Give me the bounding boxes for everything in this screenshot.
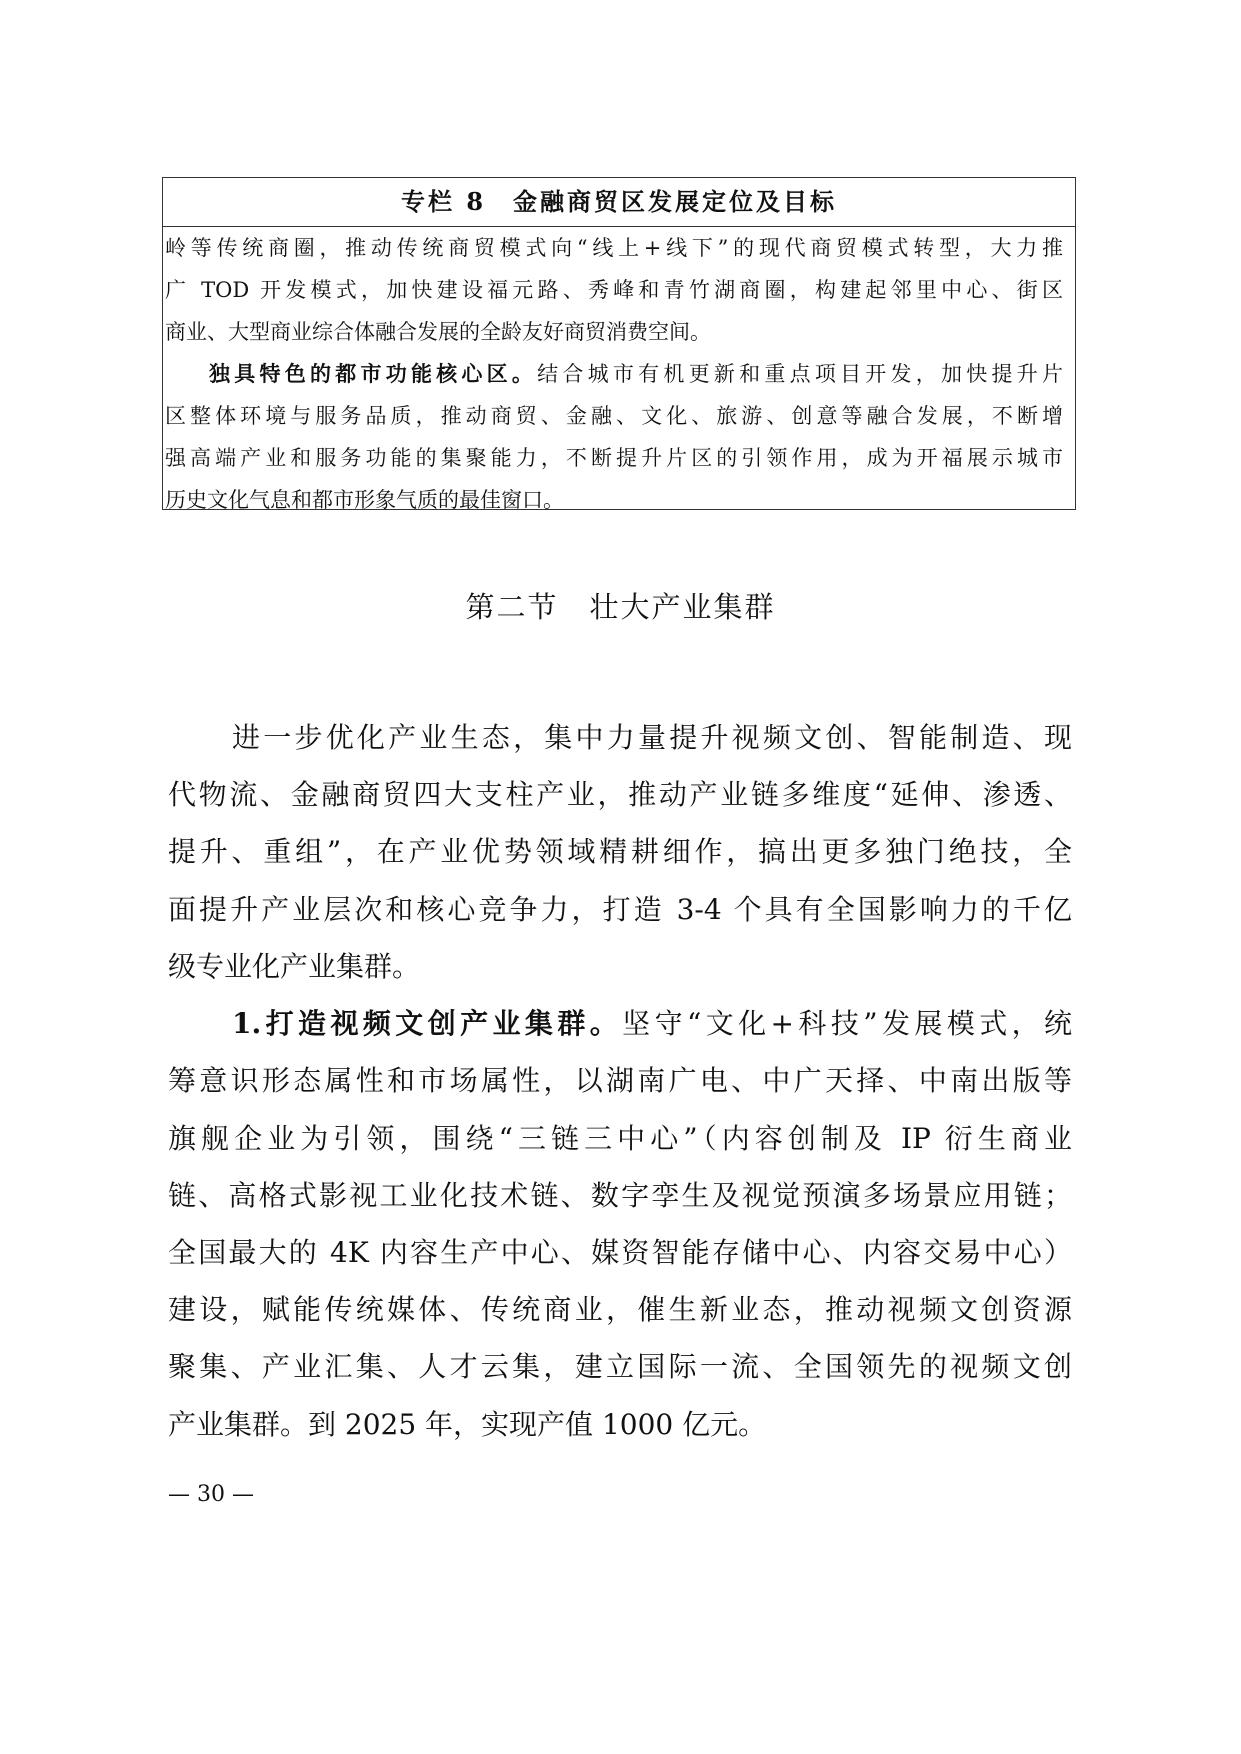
section-heading: 第二节 壮大产业集群 — [465, 590, 776, 624]
body-line — [168, 995, 1072, 1052]
body-line: 面提升产业层次和核心竞争力，打造 3-4 个具有全国影响力的千亿 — [168, 893, 1072, 926]
box-line: 强高端产业和服务功能的集聚能力，不断提升片区的引领作用，成为开福展示城市 — [165, 446, 1063, 470]
body-text: 坚守“文化+科技”发展模式，统 — [622, 1007, 1072, 1040]
body-line: 代物流、金融商贸四大支柱产业，推动产业链多维度“延伸、渗透、 — [168, 778, 1072, 811]
body-line: 聚集、产业汇集、人才云集，建立国际一流、全国领先的视频文创 — [168, 1350, 1072, 1383]
box-line: 岭等传统商圈，推动传统商贸模式向“线上+线下”的现代商贸模式转型，大力推 — [165, 236, 1063, 260]
box-line — [165, 353, 1063, 395]
body-line: 建设，赋能传统媒体、传统商业，催生新业态，推动视频文创资源 — [168, 1293, 1072, 1326]
body-line: 级专业化产业集群。 — [168, 950, 421, 983]
body-line: 链、高格式影视工业化技术链、数字孪生及视觉预演多场景应用链； — [168, 1179, 1072, 1212]
body-line: 进一步优化产业生态，集中力量提升视频文创、智能制造、现 — [232, 721, 1072, 754]
box-bold-lead: 独具特色的都市功能核心区。 — [209, 361, 538, 386]
bold-lead: 1.打造视频文创产业集群。 — [232, 1007, 623, 1040]
box-line: 商业、大型商业综合体融合发展的全龄友好商贸消费空间。 — [165, 320, 711, 344]
box-line: 区整体环境与服务品质，推动商贸、金融、文化、旅游、创意等融合发展，不断增 — [165, 404, 1063, 428]
box-line: 广 TOD 开发模式，加快建设福元路、秀峰和青竹湖商圈，构建起邻里中心、街区 — [165, 278, 1063, 302]
body-line: 旗舰企业为引领，围绕“三链三中心”（内容创制及 IP 衍生商业 — [168, 1122, 1072, 1155]
body-line: 提升、重组”，在产业优势领域精耕细作，搞出更多独门绝技，全 — [168, 835, 1072, 868]
body-line: 筹意识形态属性和市场属性，以湖南广电、中广天择、中南出版等 — [168, 1064, 1072, 1097]
page-number: — 30 — — [168, 1482, 254, 1507]
box-line: 历史文化气息和都市形象气质的最佳窗口。 — [165, 488, 564, 512]
column-title: 专栏 8 金融商贸区发展定位及目标 — [163, 178, 1075, 227]
column-box — [162, 177, 1076, 510]
box-text: 结合城市有机更新和重点项目开发，加快提升片 — [537, 362, 1063, 386]
body-line: 产业集群。到 2025 年，实现产值 1000 亿元。 — [168, 1408, 767, 1441]
body-line: 全国最大的 4K 内容生产中心、媒资智能存储中心、内容交易中心） — [168, 1236, 1072, 1269]
